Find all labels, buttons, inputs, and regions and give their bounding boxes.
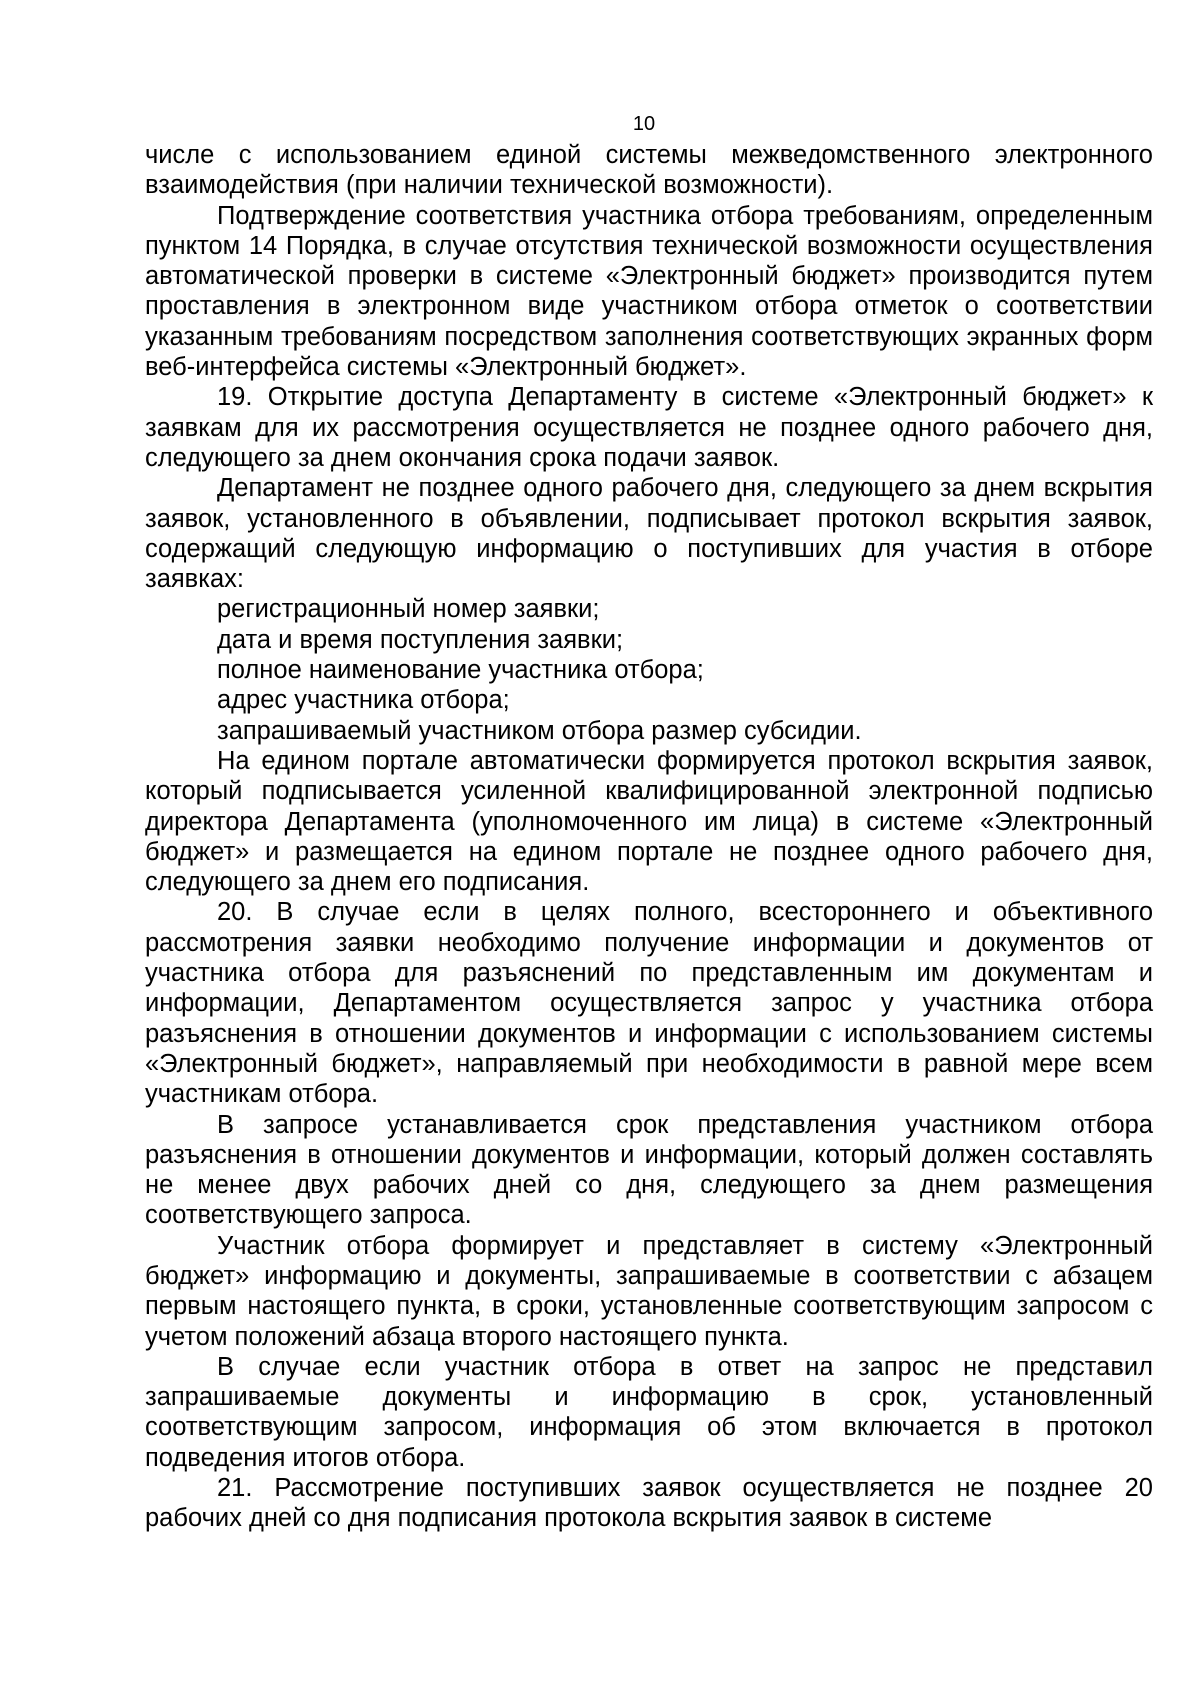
- paragraph-request-deadline: В запросе устанавливается срок представления участником отбора разъяснения в отношении документов и информации, который должен составлять не менее двух рабочих дней со дня, следующего за днем размещения соответствующего запроса.: [145, 1110, 1153, 1230]
- list-item: запрашиваемый участником отбора размер субсидии.: [217, 716, 862, 745]
- paragraph-confirmation: Подтверждение соответствия участника отбора требованиям, определенным пунктом 14 Порядка, в случае отсутствия технической возможности осуществления автоматической проверки в системе «Электронный бюджет» производится путем проставления в электронном виде участником отбора отметок о соответствии указанным требованиям посредством заполнения соответствующих экранных форм веб-интерфейса системы «Электронный бюджет».: [145, 201, 1153, 382]
- list-item: дата и время поступления заявки;: [217, 625, 624, 654]
- paragraph-portal-protocol: На едином портале автоматически формируется протокол вскрытия заявок, который подписывается усиленной квалифицированной электронной подписью директора Департамента (уполномоченного им лица) в системе «Электронный бюджет» и размещается на едином портале не позднее одного рабочего дня, следующего за днем его подписания.: [145, 746, 1153, 897]
- paragraph-department-protocol: Департамент не позднее одного рабочего дня, следующего за днем вскрытия заявок, установленного в объявлении, подписывает протокол вскрытия заявок, содержащий следующую информацию о поступивших для участия в отборе заявках:: [145, 474, 1153, 594]
- page-number: 10: [632, 113, 656, 135]
- paragraph-20: 20. В случае если в целях полного, всестороннего и объективного рассмотрения заявки необходимо получение информации и документов от участника отбора для разъяснений по представленным им документам и информации, Департаментом осуществляется запрос у участника отбора разъяснения в отношении документов и информации с использованием системы «Электронный бюджет», направляемый при необходимости в равной мере всем участникам отбора.: [145, 898, 1153, 1109]
- document-body: [145, 140, 1153, 1534]
- paragraph-no-response: В случае если участник отбора в ответ на запрос не представил запрашиваемые документы и информацию в срок, установленный соответствующим запросом, информация об этом включается в протокол подведения итогов отбора.: [145, 1352, 1153, 1472]
- paragraph-19: 19. Открытие доступа Департаменту в системе «Электронный бюджет» к заявкам для их рассмотрения осуществляется не позднее одного рабочего дня, следующего за днем окончания срока подачи заявок.: [145, 383, 1153, 472]
- paragraph-participant-response: Участник отбора формирует и представляет в систему «Электронный бюджет» информацию и документы, запрашиваемые в соответствии с абзацем первым настоящего пункта, в сроки, установленные соответствующим запросом с учетом положений абзаца второго настоящего пункта.: [145, 1231, 1153, 1351]
- list-item: регистрационный номер заявки;: [217, 595, 600, 624]
- list-item: полное наименование участника отбора;: [217, 656, 704, 685]
- list-item: адрес участника отбора;: [217, 686, 510, 715]
- paragraph-21: 21. Рассмотрение поступивших заявок осуществляется не позднее 20 рабочих дней со дня подписания протокола вскрытия заявок в системе: [145, 1474, 1153, 1533]
- paragraph-continuation: числе с использованием единой системы межведомственного электронного взаимодействия (при наличии технической возможности).: [145, 141, 1153, 200]
